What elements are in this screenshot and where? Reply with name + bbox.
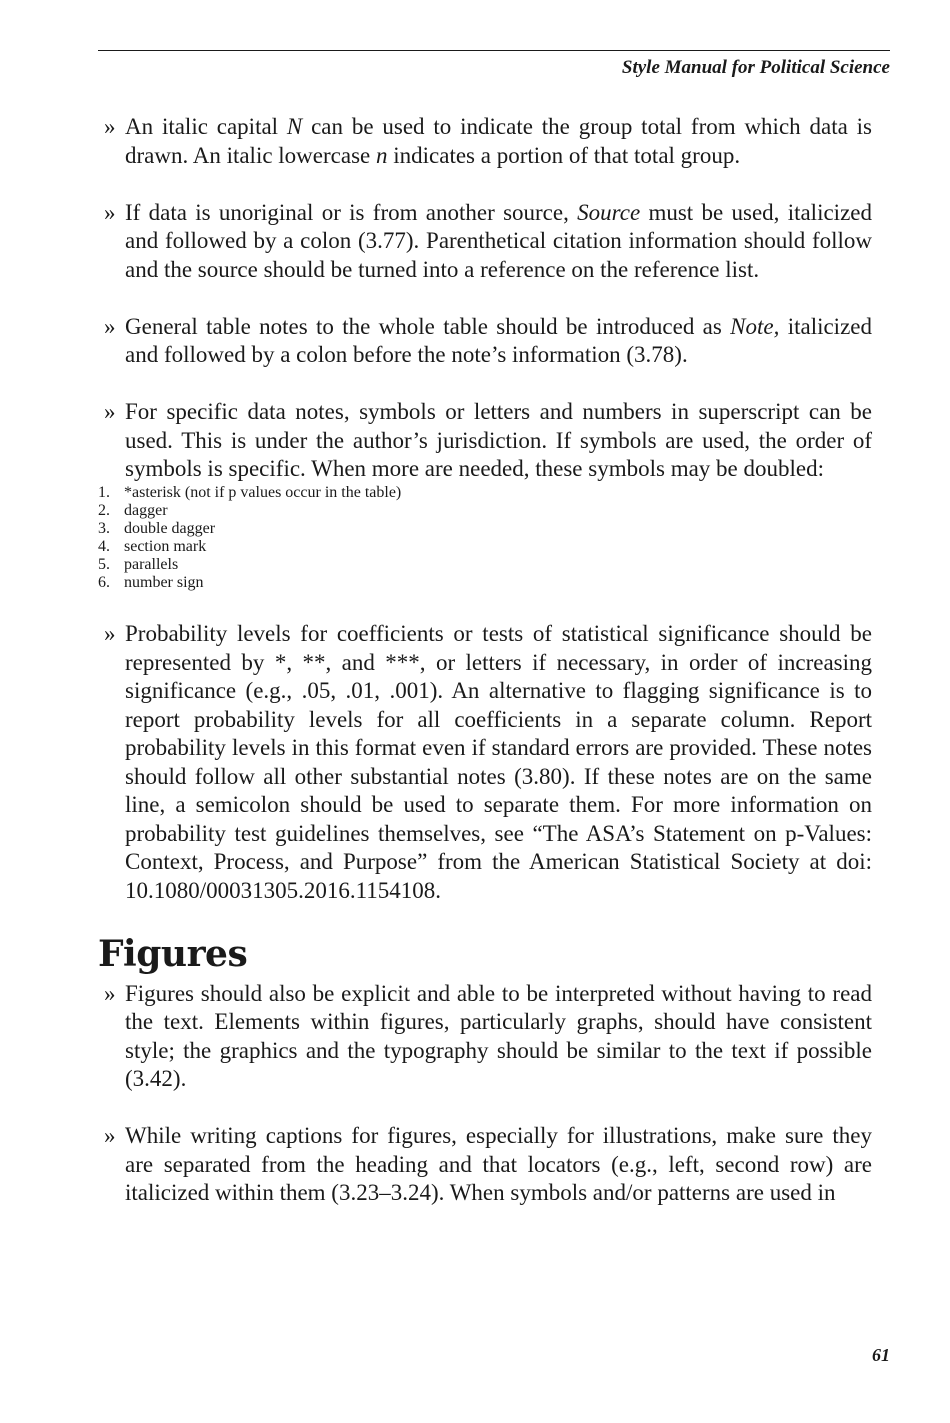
symbol-list-item xyxy=(98,502,872,520)
running-head: Style Manual for Political Science xyxy=(621,57,890,78)
list-text: parallels xyxy=(124,555,179,573)
list-item xyxy=(98,199,872,285)
header-rule xyxy=(98,50,890,51)
list-text: section mark xyxy=(124,537,207,555)
list-number: 1. xyxy=(98,483,110,501)
list-item xyxy=(98,620,872,905)
list-text: double dagger xyxy=(124,519,216,537)
list-item xyxy=(98,113,872,170)
section-heading-figures: Figures xyxy=(98,932,248,975)
list-item xyxy=(98,1122,872,1208)
list-number: 3. xyxy=(98,519,110,537)
bullet-text: An italic capital N can be used to indicate the group total from which data is drawn. An italic lowercase n indicates a portion of that total group. xyxy=(125,114,872,168)
bullet-text: While writing captions for figures, especially for illustrations, make sure they are separated from the heading and that locators (e.g., left, second row) are italicized within them (3.23–3.24). When symbols and/or patterns are used in xyxy=(125,1123,872,1205)
bullet-text: Figures should also be explicit and able to be interpreted without having to read the text. Elements within figures, particularly graphs, should have consistent style; the graphics and the typography should be similar to the text if possible (3.42). xyxy=(125,980,872,1091)
bullet-mark: » xyxy=(104,399,116,424)
bullet-mark: » xyxy=(104,980,116,1006)
bullet-mark: » xyxy=(104,313,116,339)
bullet-text: If data is unoriginal or is from another source, Source must be used, italicized and followed by a colon (3.77). Parenthetical citation information should follow and the source should be turned into a reference on the reference list. xyxy=(125,199,872,282)
table-guidelines xyxy=(98,113,872,484)
list-number: 6. xyxy=(98,573,110,591)
symbol-list-item xyxy=(98,538,872,556)
page-number: 61 xyxy=(872,1345,890,1365)
list-item xyxy=(98,980,872,1094)
list-item xyxy=(98,313,872,370)
symbol-list-item xyxy=(98,556,872,574)
list-number: 4. xyxy=(98,537,110,555)
page-body xyxy=(98,113,872,1236)
bullet-mark: » xyxy=(104,114,116,139)
list-text: number sign xyxy=(124,573,204,591)
bullet-mark: » xyxy=(104,1123,116,1148)
bullet-text: General table notes to the whole table should be introduced as Note, italicized and followed by a colon before the note’s information (3.78). xyxy=(125,313,872,367)
symbol-list-item xyxy=(98,520,872,538)
bullet-text-probability: Probability levels for coefficients or tests of statistical significance should be represented by *, **, and ***, or letters if necessary, in order of increasing significance (e.g., .05, .01, .001). An alternative to flagging significance is to report probability levels for all coefficients in a separate column. Report probability levels in this format even if standard errors are provided. These notes should follow all other substantial notes (3.80). If these notes are on the same line, a semicolon should be used to separate them. For more information on probability test guidelines themselves, see “The ASA’s Statement on p-Values: Context, Process, and Purpose” from the American Statistical Society at doi: 10.1080/00031305.2016.1154108. xyxy=(125,621,872,903)
list-number: 2. xyxy=(98,501,110,519)
bullet-mark: » xyxy=(104,199,116,225)
symbol-list-item xyxy=(98,484,872,502)
symbol-list-item xyxy=(98,574,872,592)
list-text: dagger xyxy=(124,501,168,519)
list-text: *asterisk (not if p values occur in the table) xyxy=(124,483,402,501)
bullet-mark: » xyxy=(104,621,116,646)
bullet-text: For specific data notes, symbols or letters and numbers in superscript can be used. This is under the author’s jurisdiction. If symbols are used, the order of symbols is specific. When more are needed, these symbols may be doubled: xyxy=(125,399,872,481)
list-number: 5. xyxy=(98,555,110,573)
list-item xyxy=(98,398,872,484)
symbol-order-list xyxy=(98,484,872,592)
